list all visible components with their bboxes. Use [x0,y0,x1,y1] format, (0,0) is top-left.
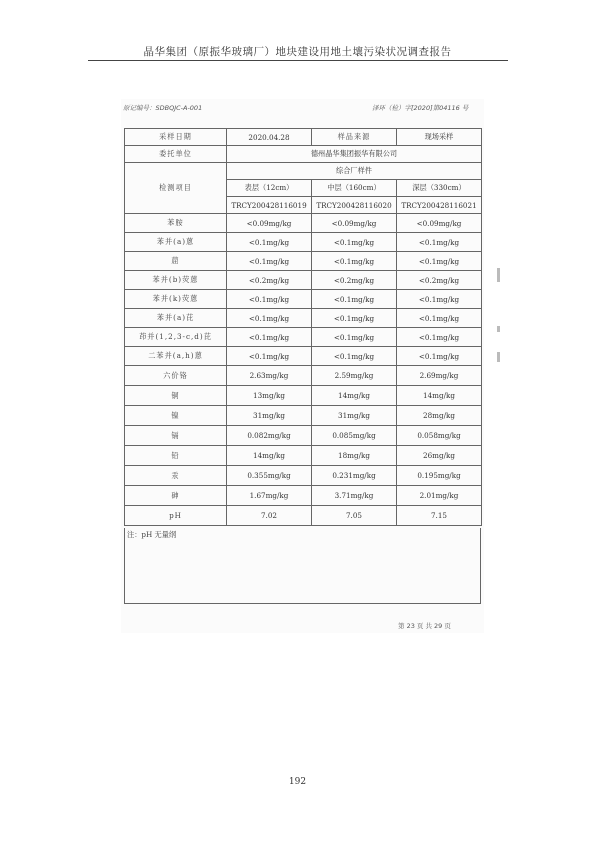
scan-edge-mark [497,352,500,362]
analyte-name: 六价铬 [125,366,227,386]
table-row [125,233,482,252]
result-value: <0.09mg/kg [312,214,397,233]
result-value: <0.1mg/kg [397,309,482,328]
result-value: 2.01mg/kg [397,486,482,506]
result-value: <0.1mg/kg [227,347,312,366]
analyte-name: 镉 [125,426,227,446]
analyte-name: 苯并(a)蒽 [125,233,227,252]
result-value: 0.058mg/kg [397,426,482,446]
table-row [125,328,482,347]
result-value: <0.1mg/kg [227,309,312,328]
depth-surface: 表层（12cm） [227,180,312,197]
result-value: 0.195mg/kg [397,466,482,486]
result-value: 13mg/kg [227,386,312,406]
table-row [125,426,482,446]
analyte-name: 茚并(1,2,3-c,d)芘 [125,328,227,347]
result-value: 7.02 [227,506,312,526]
sampling-date-value: 2020.04.28 [227,129,312,146]
point-label: 综合厂样件 [227,163,482,180]
analyte-name: 苯并(a)芘 [125,309,227,328]
sample-id: TRCY200428116021 [397,197,482,214]
report-number: 泽环（检）字[2020]第04116 号 [372,104,469,112]
result-value: <0.1mg/kg [312,252,397,271]
scan-page-count: 第 23 页 共 29 页 [398,622,451,630]
result-value: 31mg/kg [312,406,397,426]
analyte-name: pH [125,506,227,526]
analyte-name: 汞 [125,466,227,486]
result-value: <0.1mg/kg [397,290,482,309]
result-value: 18mg/kg [312,446,397,466]
result-value: <0.1mg/kg [227,252,312,271]
table-note: 注：pH 无量纲 [127,530,177,539]
result-value: 28mg/kg [397,406,482,426]
result-value: <0.1mg/kg [397,328,482,347]
analyte-name: 苯并(k)荧蒽 [125,290,227,309]
scan-edge-mark [497,268,500,282]
table-row [125,366,482,386]
result-value: <0.1mg/kg [312,347,397,366]
table-row [125,446,482,466]
result-value: <0.2mg/kg [312,271,397,290]
sampling-date-label: 采样日期 [125,129,227,146]
analyte-name: 镍 [125,406,227,426]
analyte-name: 铅 [125,446,227,466]
result-value: <0.1mg/kg [227,328,312,347]
table-row [125,486,482,506]
result-value: 2.59mg/kg [312,366,397,386]
result-value: 1.67mg/kg [227,486,312,506]
result-value: 7.05 [312,506,397,526]
table-row [125,347,482,366]
result-value: <0.1mg/kg [397,252,482,271]
analyte-name: 苯并(b)荧蒽 [125,271,227,290]
scan-edge-mark [497,326,500,332]
client-value: 德州晶华集团振华有限公司 [227,146,482,163]
result-value: <0.1mg/kg [397,347,482,366]
depth-deep: 深层（330cm） [397,180,482,197]
result-value: 14mg/kg [227,446,312,466]
table-row [125,506,482,526]
result-value: <0.1mg/kg [312,309,397,328]
result-value: <0.09mg/kg [397,214,482,233]
result-value: 3.71mg/kg [312,486,397,506]
result-value: 0.355mg/kg [227,466,312,486]
record-number: 原记编号：SDBQJC-A-001 [123,104,203,112]
result-value: 14mg/kg [312,386,397,406]
depth-middle: 中层（160cm） [312,180,397,197]
table-row [125,271,482,290]
result-value: <0.1mg/kg [312,290,397,309]
result-value: 0.231mg/kg [312,466,397,486]
result-value: 7.15 [397,506,482,526]
sampling-date-row [125,129,482,146]
sample-id: TRCY200428116019 [227,197,312,214]
result-value: 0.082mg/kg [227,426,312,446]
result-value: <0.2mg/kg [227,271,312,290]
result-value: <0.1mg/kg [312,233,397,252]
sample-source-value: 现场采样 [397,129,482,146]
result-value: 31mg/kg [227,406,312,426]
table-row [125,386,482,406]
analyte-name: 砷 [125,486,227,506]
client-label: 委托单位 [125,146,227,163]
page-number: 192 [288,777,307,787]
result-value: <0.2mg/kg [397,271,482,290]
result-value: 2.63mg/kg [227,366,312,386]
table-row [125,406,482,426]
result-value: <0.1mg/kg [227,233,312,252]
table-row [125,290,482,309]
test-results-table [124,128,482,526]
item-label: 检测项目 [125,163,227,214]
result-value: 2.69mg/kg [397,366,482,386]
result-value: 26mg/kg [397,446,482,466]
point-row [125,163,482,180]
result-value: 0.085mg/kg [312,426,397,446]
analyte-name: 苯胺 [125,214,227,233]
result-value: 14mg/kg [397,386,482,406]
result-value: <0.1mg/kg [227,290,312,309]
analyte-name: 䓛 [125,252,227,271]
client-row [125,146,482,163]
result-value: <0.1mg/kg [312,328,397,347]
analyte-name: 铜 [125,386,227,406]
table-row [125,466,482,486]
note-box [124,528,481,604]
table-row [125,252,482,271]
sample-id: TRCY200428116020 [312,197,397,214]
sample-source-label: 样品来源 [312,129,397,146]
header-rule [88,60,508,61]
result-value: <0.1mg/kg [397,233,482,252]
result-value: <0.09mg/kg [227,214,312,233]
table-row [125,214,482,233]
analyte-name: 二苯并(a,h)蒽 [125,347,227,366]
page-header: 晶华集团（原振华玻璃厂）地块建设用地土壤污染状况调查报告 [143,46,452,58]
table-row [125,309,482,328]
